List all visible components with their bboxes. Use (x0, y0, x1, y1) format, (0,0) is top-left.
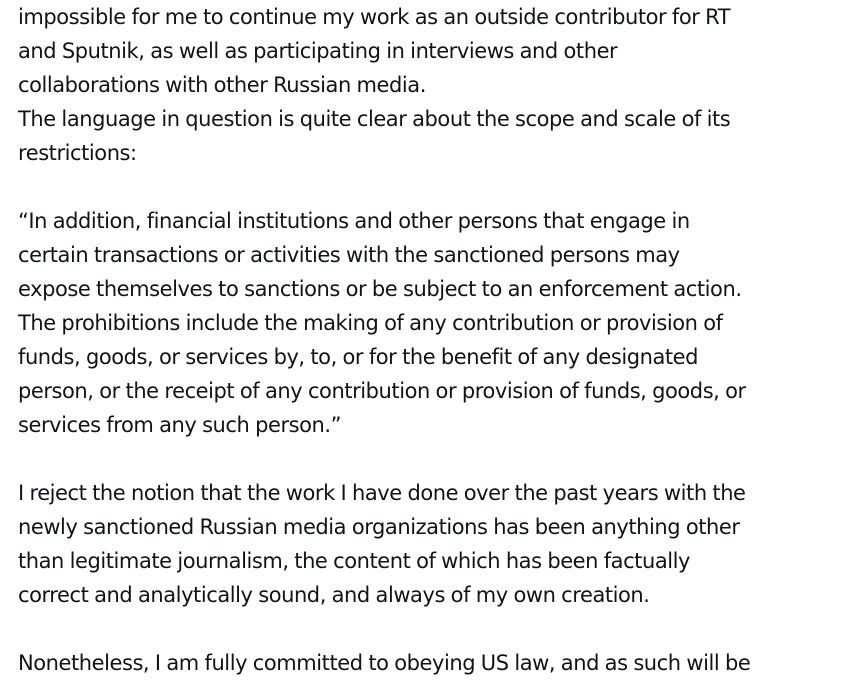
post-line: funds, goods, or services by, to, or for the benefit of any designated (18, 345, 698, 369)
post-line: Nonetheless, I am fully committed to obeying US law, and as such will be (18, 651, 751, 675)
post-line: services from any such person.” (18, 413, 342, 437)
post-line: “In addition, financial institutions and other persons that engage in (18, 209, 690, 233)
post-line: correct and analytically sound, and always of my own creation. (18, 583, 650, 607)
post-line: I reject the notion that the work I have done over the past years with the (18, 481, 746, 505)
post-line: The language in question is quite clear about the scope and scale of its (18, 107, 731, 131)
post-line: and Sputnik, as well as participating in interviews and other (18, 39, 618, 63)
post-line: than legitimate journalism, the content of which has been factually (18, 549, 690, 573)
post-line: expose themselves to sanctions or be subject to an enforcement action. (18, 277, 742, 301)
post-line: restrictions: (18, 141, 137, 165)
paragraph-gap (18, 170, 840, 204)
post-line: person, or the receipt of any contribution or provision of funds, goods, or (18, 379, 746, 403)
post-line: impossible for me to continue my work as an outside contributor for RT (18, 5, 731, 29)
post-line: newly sanctioned Russian media organizations has been anything other (18, 515, 740, 539)
paragraph-gap (18, 442, 840, 476)
paragraph-gap (18, 612, 840, 646)
post-line: The prohibitions include the making of any contribution or provision of (18, 311, 723, 335)
post-text (18, 0, 840, 680)
post-line: certain transactions or activities with the sanctioned persons may (18, 243, 680, 267)
post-line: collaborations with other Russian media. (18, 73, 426, 97)
